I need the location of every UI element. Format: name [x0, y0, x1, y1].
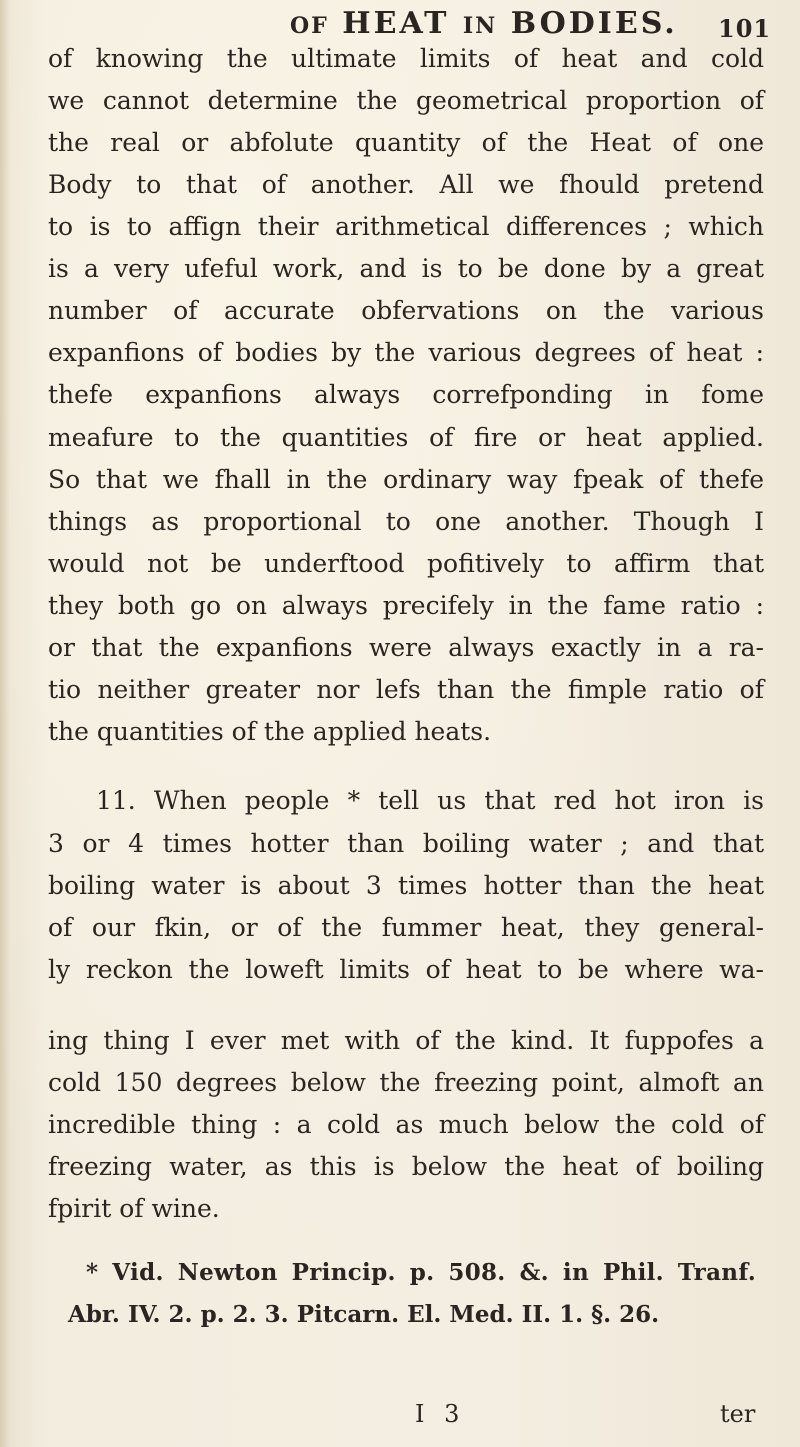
text-line: fpirit of wine.	[48, 1194, 220, 1223]
text-line: number of accurate obfervations on the various	[48, 296, 764, 325]
text-line: tio neither greater nor lefs than the fimple ratio of	[48, 675, 764, 704]
running-head-title2: BODIES.	[510, 6, 678, 41]
text-line: cold 150 degrees below the freezing point, almoft an	[48, 1068, 764, 1097]
page-gutter-shadow	[0, 0, 10, 1447]
text-line: of our fkin, or of the fummer heat, they general-	[48, 913, 764, 942]
footnote-line: Abr. IV. 2. p. 2. 3. Pitcarn. El. Med. II. 1. §. 26.	[68, 1301, 660, 1328]
running-head-title: HEAT	[342, 6, 450, 41]
text-line: Body to that of another. All we fhould pretend	[48, 170, 764, 199]
page-number: 101	[718, 14, 772, 43]
text-line: of knowing the ultimate limits of heat and cold	[48, 44, 764, 73]
text-line: the real or abfolute quantity of the Heat of one	[48, 128, 764, 157]
running-head	[290, 6, 678, 41]
text-line: things as proportional to one another. Though I	[48, 507, 764, 536]
running-head-middle: IN	[462, 13, 498, 39]
text-line: 3 or 4 times hotter than boiling water ; and that	[48, 829, 764, 858]
text-line: we cannot determine the geometrical proportion of	[48, 86, 764, 115]
catchword: ter	[720, 1400, 756, 1428]
text-line: thefe expanfions always correfponding in fome	[48, 380, 764, 409]
text-line: freezing water, as this is below the heat of boiling	[48, 1152, 764, 1181]
running-head-prefix: OF	[290, 13, 329, 39]
text-line: ly reckon the loweft limits of heat to be where wa-	[48, 955, 764, 984]
text-line: So that we fhall in the ordinary way fpeak of thefe	[48, 465, 764, 494]
text-line: expanfions of bodies by the various degrees of heat :	[48, 338, 764, 367]
text-line: incredible thing : a cold as much below the cold of	[48, 1110, 764, 1139]
text-line: would not be underftood pofitively to affirm that	[48, 549, 764, 578]
text-line: is a very ufeful work, and is to be done by a great	[48, 254, 764, 283]
text-line: boiling water is about 3 times hotter than the heat	[48, 871, 764, 900]
signature-mark: I 3	[415, 1400, 466, 1428]
text-line: or that the expanfions were always exactly in a ra-	[48, 633, 764, 662]
text-line: meafure to the quantities of fire or heat applied.	[48, 423, 764, 452]
text-line: to is to affign their arithmetical differences ; which	[48, 212, 764, 241]
text-line: the quantities of the applied heats.	[48, 717, 492, 746]
text-line: 11. When people * tell us that red hot iron is	[96, 786, 764, 815]
text-line: they both go on always precifely in the fame ratio :	[48, 591, 764, 620]
text-line: ing thing I ever met with of the kind. It fuppofes a	[48, 1026, 764, 1055]
footnote-line: * Vid. Newton Princip. p. 508. &. in Phil. Tranf.	[86, 1259, 756, 1286]
